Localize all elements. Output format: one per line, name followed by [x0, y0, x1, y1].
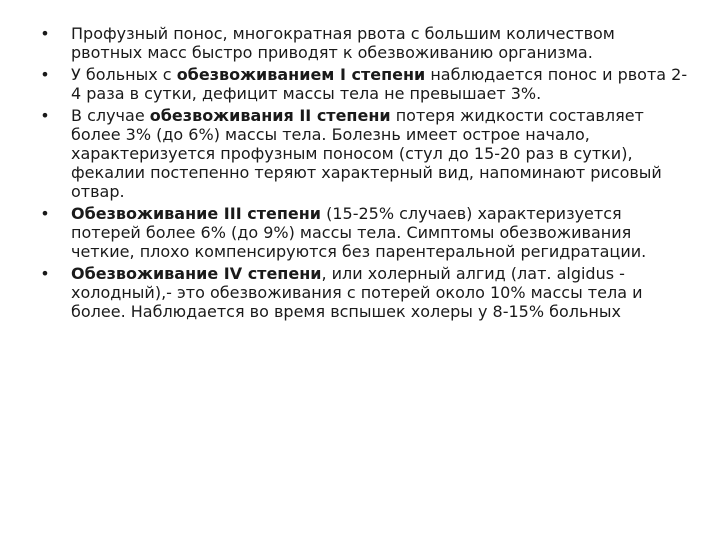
bullet-text-pre: В случае	[71, 106, 150, 125]
bullet-list	[38, 24, 688, 324]
bullet-dot-icon: •	[40, 65, 50, 84]
bullet-item-4	[38, 204, 688, 261]
bullet-text-bold: обезвоживанием I степени	[176, 65, 426, 84]
bullet-text-post: (15-25% случаев) характеризуется потерей более 6% (до 9%) массы тела. Симптомы обезвоживания четкие, плохо компенсируются без парентеральной регидратации.	[71, 204, 647, 261]
bullet-item-3	[38, 106, 688, 201]
bullet-text-bold: Обезвоживание III степени	[71, 204, 321, 223]
bullet-text-bold: обезвоживания II степени	[149, 106, 391, 125]
bullet-text-pre: У больных с	[71, 65, 177, 84]
bullet-item-5	[38, 264, 688, 321]
bullet-dot-icon: •	[40, 204, 50, 223]
bullet-text-post: потеря жидкости составляет более 3% (до 6%) массы тела. Болезнь имеет острое начало, характеризуется профузным поносом (стул до 15-20 раз в сутки), фекалии постепенно теряют характерный вид, напоминают рисовый отвар.	[71, 106, 662, 201]
bullet-item-2	[38, 65, 688, 103]
bullet-text-bold: Обезвоживание IV степени	[71, 264, 322, 283]
bullet-text-post: , или холерный алгид (лат. algidus - холодный),- это обезвоживания с потерей около 10% массы тела и более. Наблюдается во время вспышек холеры у 8-15% больных	[71, 264, 643, 321]
bullet-item-1	[38, 24, 688, 62]
bullet-dot-icon: •	[40, 264, 50, 283]
bullet-dot-icon: •	[40, 24, 50, 43]
bullet-text: Профузный понос, многократная рвота с большим количеством рвотных масс быстро приводят к обезвоживанию организма.	[71, 24, 615, 62]
bullet-text-post: наблюдается понос и рвота 2-4 раза в сутки, дефицит массы тела не превышает 3%.	[71, 65, 688, 103]
bullet-dot-icon: •	[40, 106, 50, 125]
